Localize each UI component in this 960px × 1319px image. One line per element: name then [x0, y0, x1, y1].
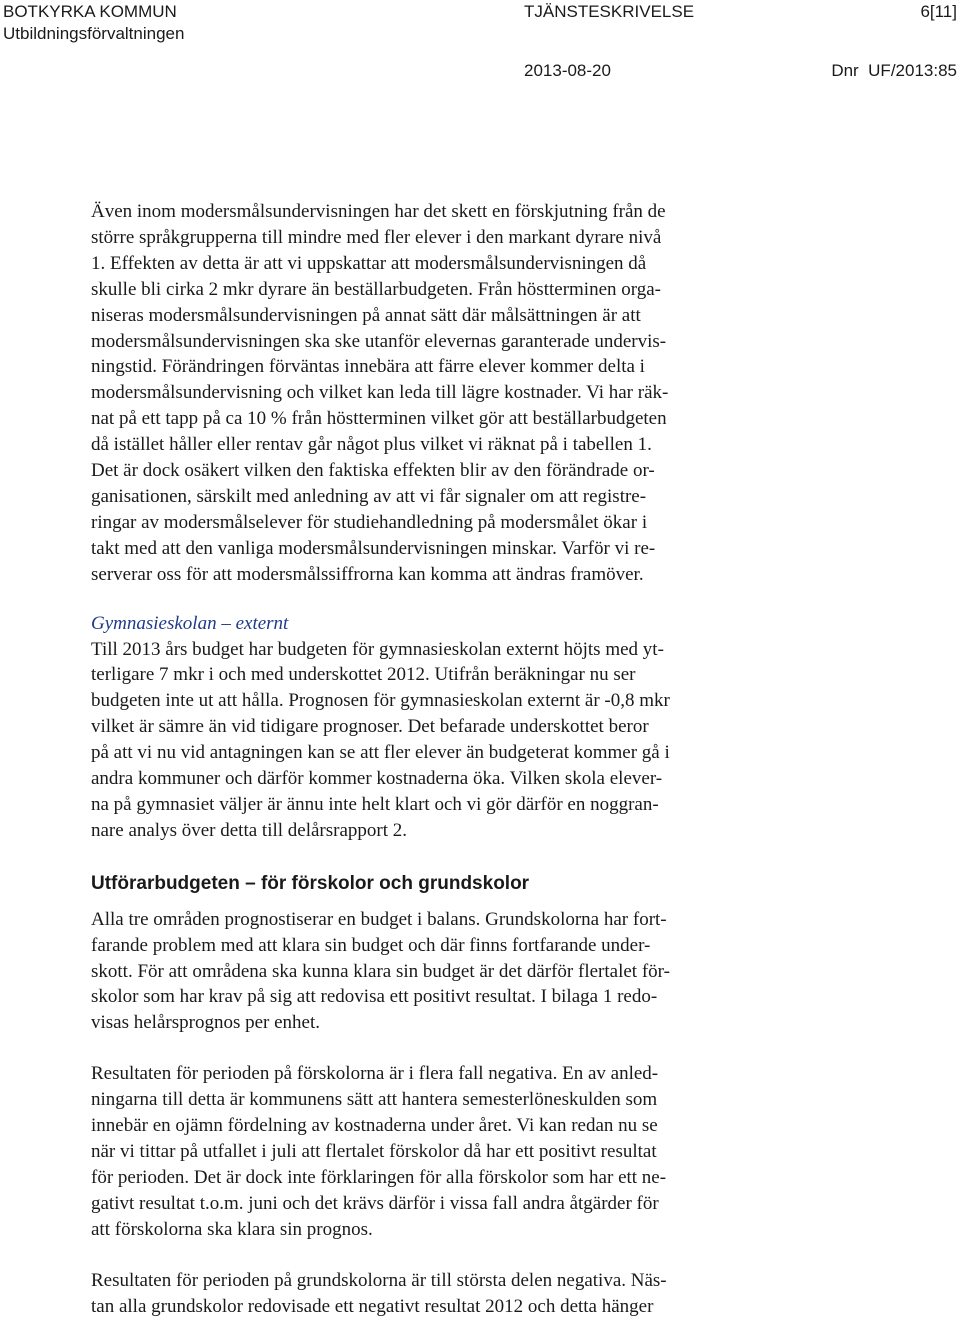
page-number: 6[11] [920, 2, 957, 21]
organization-name: BOTKYRKA KOMMUN [3, 2, 177, 21]
section-heading-utforarbudgeten: Utförarbudgeten – för förskolor och grundskolor [91, 872, 530, 894]
document-date: 2013-08-20 [524, 61, 611, 80]
paragraph-modersmal: Även inom modersmålsundervisningen har det skett en förskjutning från de större språkgrupperna till mindre med fler elever i den markant dyrare nivå 1. Effekten av detta är att vi uppskattar att modersmålsundervisningen då skulle bli cirka 2 mkr dyrare än beställarbudgeten. Från höstterminen orga- niseras modersmålsundervisningen på annat sätt där målsättningen är att modersmålsundervisningen ska ske utanför elevernas garanterade undervis- ningstid. Förändringen förväntas innebära att färre elever kommer delta i modersmålsundervisning och vilket kan leda till lägre kostnader. Vi har räk- nat på ett tapp på ca 10 % från höstterminen vilket gör att beställarbudgeten då istället håller eller rentav går något plus vilket vi räknat på i tabellen 1. Det är dock osäkert vilken den faktiska effekten blir av den förändrade or- ganisationen, särskilt med anledning av att vi får signaler om att registre- ringar av modersmålselever för studiehandledning på modersmålet ökar i takt med att den vanliga modersmålsundervisningen minskar. Varför vi re- serverar oss för att modersmålssiffrorna kan komma att ändras framöver. [91, 201, 669, 585]
paragraph-grundskolor: Resultaten för perioden på grundskolorna är till största delen negativa. Näs- tan alla grundskolor redovisade ett negativt resultat 2012 och detta hänger [91, 1269, 667, 1317]
paragraph-forskolor: Resultaten för perioden på förskolorna är i flera fall negativa. En av anled- ningarna till detta är kommunens sätt att hantera semesterlöneskulden som innebär en ojämn fördelning av kostnaderna under året. Vi kan redan nu se när vi tittar på utfallet i juli att flertalet förskolor då har ett positivt resultat för perioden. Det är dock inte förklaringen för alla förskolor som har ett ne- gativt resultat t.o.m. juni och det krävs därför i vissa fall andra åtgärder för att förskolorna ska klara sin prognos. [91, 1063, 667, 1240]
registration-number: Dnr UF/2013:85 [831, 61, 957, 80]
subheading-gymnasieskolan: Gymnasieskolan – externt [91, 612, 289, 634]
paragraph-omraden: Alla tre områden prognostiserar en budget i balans. Grundskolorna har fort- farande problem med att klara sin budget och där finns fortfarande under- skott. För att områdena ska kunna klara sin budget är det därför flertalet för- skolor som har krav på sig att redovisa ett positivt resultat. I bilaga 1 redo- visas helårsprognos per enhet. [91, 908, 670, 1034]
paragraph-gymnasieskolan: Till 2013 års budget har budgeten för gymnasieskolan externt höjts med yt- terligare 7 mkr i och med underskottet 2012. Utifrån beräkningar nu ser budgeten inte ut att hålla. Prognosen för gymnasieskolan externt är -0,8 mkr vilket är sämre än vid tidigare prognoser. Det befarade underskottet beror på att vi nu vid antagningen kan se att fler elever än budgeterat kommer gå i andra kommuner och därför kommer kostnaderna öka. Vilken skola elever- na på gymnasiet väljer är ännu inte helt klart och vi gör därför en noggran- nare analys över detta till delårsrapport 2. [91, 638, 670, 841]
document-type: TJÄNSTESKRIVELSE [524, 2, 695, 21]
document-body [91, 199, 811, 1319]
department-name: Utbildningsförvaltningen [3, 24, 185, 43]
